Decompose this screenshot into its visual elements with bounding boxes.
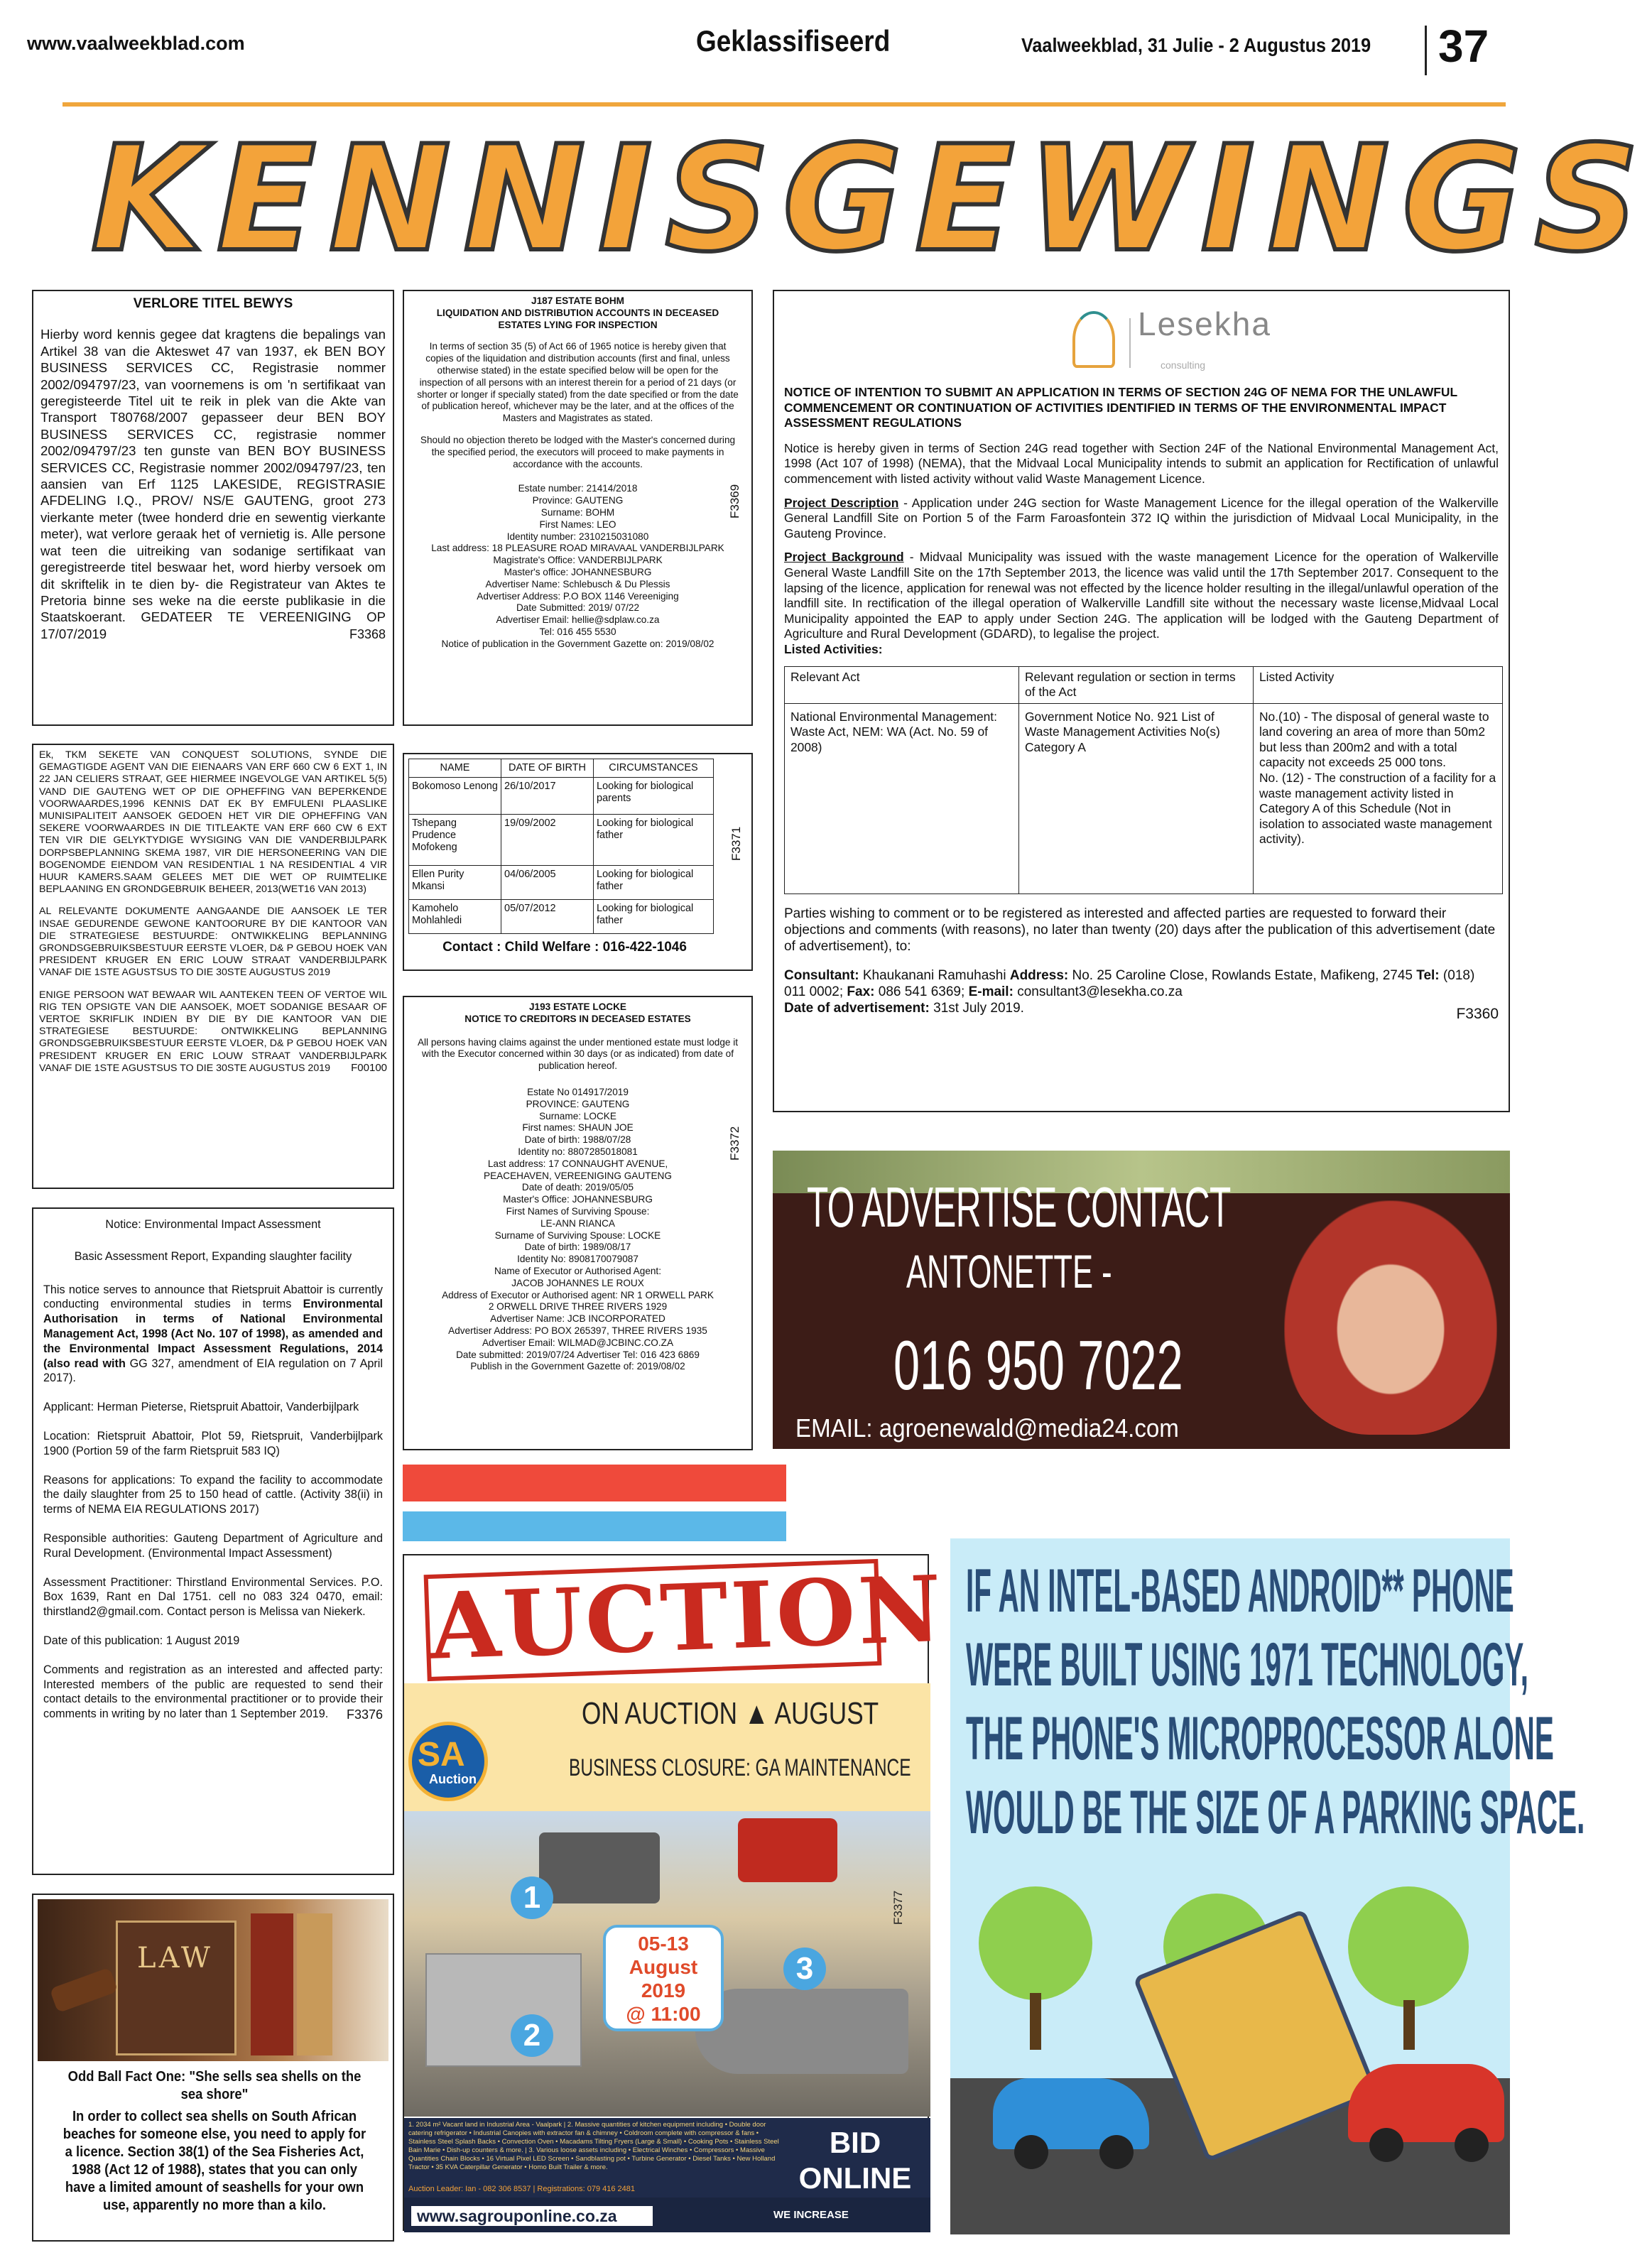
estate-detail-line: PEACEHAVEN, VEREENIGING GAUTENG <box>484 1170 672 1181</box>
consultant-contact: Consultant: Khaukanani Ramuhashi Address: No. 25 Caroline Close, Rowlands Estate, Mafikeng, 2745 Tel: (018) 011 0002; Fax: 086 541 6369; E-mail: consultant3@lesekha.co.za <box>784 967 1475 999</box>
estate-title: LIQUIDATION AND DISTRIBUTION ACCOUNTS IN DECEASED ESTATES LYING FOR INSPECTION <box>436 307 719 330</box>
estate-detail-line: Master's office: JOHANNESBURG <box>504 566 652 577</box>
intel-fact-ad <box>950 1538 1585 2234</box>
estate-detail-line: Surname: LOCKE <box>539 1110 616 1121</box>
estate-detail-line: Last address: 18 PLEASURE ROAD MIRAVAAL VANDERBIJLPARK <box>431 543 724 554</box>
eia-practitioner: Assessment Practitioner: Thirstland Environmental Services. P.O. Box 1639, Rant en Dal 1751. cell no 083 324 0470, email: thirstland2@gmail.com. Contact person is Melissa van Niekerk. <box>43 1575 383 1619</box>
advertise-contact-ad <box>773 1151 1510 1449</box>
estate-details <box>417 483 739 650</box>
estate-detail-line: Tel: 016 455 5530 <box>539 626 616 637</box>
auction-photos <box>404 1811 930 2117</box>
lesekha-logo <box>1009 304 1271 382</box>
table-header: Relevant Act <box>785 666 1019 703</box>
issue-date: Vaalweekblad, 31 Julie - 2 Augustus 2019 <box>1021 34 1371 56</box>
activities-table <box>784 666 1503 894</box>
odd-ball-fact <box>32 1894 394 2242</box>
project-background: Project Background - Midvaal Municipality was issued with the waste management Licence for the operation of Walkerville General Waste Landfill Site on the 17th September 2013, the licence was valid until the 17th September 2017. Consequent to the lapsing of the licence, application for renewal was not effected by the licence holder resulting in the illegal/unlawful operation of the landfill site. In rectification of the illegal operation of Walkerville Landfill site without the necessary waste license,Midvaal Local Municipality appointed the EAP to apply under Section 24G. The application will be lodged with the Gauteng Department of Agriculture and Rural Development (GDARD), to legalise the project. <box>784 550 1499 641</box>
estate-detail-line: Advertiser Name: Schlebusch & Du Plessis <box>485 578 670 590</box>
estate-detail-line: First Names of Surviving Spouse: <box>506 1205 650 1217</box>
auction-on: ON AUCTION ▲ AUGUST <box>582 1696 879 1731</box>
estate-detail-line: Date of death: 2019/05/05 <box>521 1182 634 1193</box>
advertise-line-1: TO ADVERTISE CONTACT <box>807 1175 1231 1239</box>
notice-code: F3369 <box>728 484 741 518</box>
intel-line-2: WERE BUILT USING 1971 TECHNOLOGY, <box>966 1631 1529 1699</box>
eia-paragraph-1: This notice serves to announce that Rietspruit Abattoir is currently conducting environmental studies in terms Environmental Authorisation in terms of National Environmental Management Act, 1998 (Act No. 107 of 1998), as amended and the Environmental Impact Assessment Regulations, 2014 (also read with GG 327, amendment of EIA regulation on 7 April 2017). <box>43 1283 383 1385</box>
estate-detail-line: Surname: BOHM <box>540 506 615 518</box>
estate-detail-line: LE-ANN RIANCA <box>540 1217 615 1229</box>
estate-detail-line: PROVINCE: GAUTENG <box>526 1098 630 1109</box>
estate-detail-line: Date of birth: 1988/07/28 <box>524 1134 631 1146</box>
table-header: NAME <box>409 759 501 778</box>
estate-detail-line: Master's Office: JOHANNESBURG <box>503 1194 653 1205</box>
rezoning-notice <box>32 744 394 1189</box>
child-welfare-contact: Contact : Child Welfare : 016-422-1046 <box>442 940 687 955</box>
estate-detail-line: Address of Executor or Authorised agent: NR 1 ORWELL PARK <box>442 1289 714 1300</box>
table-row: Kamohelo Mohlahledi 05/07/2012 Looking for biological father <box>409 900 714 934</box>
estate-detail-line: Identity number: 2310215031080 <box>506 531 649 542</box>
header-divider <box>1425 26 1427 75</box>
eia-title: Notice: Environmental Impact Assessment <box>105 1218 321 1231</box>
rezoning-paragraph-1: Ek, TKM SEKETE VAN CONQUEST SOLUTIONS, SYNDE DIE GEMAGTIGDE AGENT VAN DIE EIENAARS VAN ERF 660 CW 6 EXT 1, IN 22 JAN CELIERS STRAAT, GEE HIERMEE INGEVOLGE VAN ARTIKEL 5(5) VAND DIE GAUTENG WET OP DIE OPHEFFING VAN BEPERKENDE VOORWAARDES,1996 KENNIS DAT EK BY EMFULENI PLAASLIKE MUNISIPALITEIT AANSOEK GEDOEN HET VIR DIE OPHEFFING VAN SEKERE VOORWAARDES IN DIE TITLEAKTE VAN ERF 660 CW 6 EXT TEN VIR DIE GELYKTYDIGE WYSIGING VAN DIE VANDERBIJLPARK DORPSBEPLANNING SKEMA 1987, VIR DIE HERSONEERING VAN DIE BOGENOMDE EIENDOM VAN RESIDENTIAL 1 NA RESIDENTIAL 4 VIR HUUR KAMERS.SAAM GELEES MET DIE WET OP RUIMTELIKE BEPLAANING EN GRONDGEBRUIK BEHEER, 2013(WET16 VAN 2013) <box>39 749 387 896</box>
auction-footer: www.sagrouponline.co.za WE INCREASE <box>404 2198 930 2232</box>
website-url[interactable]: www.vaalweekblad.com <box>27 33 245 54</box>
page-banner: KENNISGEWINGS <box>91 115 1652 284</box>
estate-detail-line: Magistrate's Office: VANDERBIJLPARK <box>493 555 663 566</box>
notice-code: F3368 <box>349 627 386 642</box>
section-title: Geklassifiseerd <box>696 24 891 58</box>
estate-detail-line: Date of birth: 1989/08/17 <box>524 1242 631 1253</box>
intel-line-4: WOULD BE THE SIZE OF A PARKING SPACE. <box>966 1778 1585 1847</box>
blue-stripe <box>403 1511 786 1541</box>
page-number: 37 <box>1438 21 1489 72</box>
law-label: LAW <box>137 1942 213 1975</box>
header-rule <box>63 102 1506 107</box>
table-header: Relevant regulation or section in terms of the Act <box>1019 666 1254 703</box>
date-badge: 05-13 August 2019 @ 11:00 <box>603 1925 724 2031</box>
estate-detail-line: First names: SHAUN JOE <box>522 1122 634 1134</box>
advertise-phone[interactable]: 016 950 7022 <box>893 1326 1183 1404</box>
lost-title-deed-notice <box>32 290 394 726</box>
estate-bohm-notice <box>403 290 753 726</box>
notice-code: F3371 <box>729 826 743 861</box>
rezoning-paragraph-2: AL RELEVANTE DOKUMENTE AANGAANDE DIE AANSOEK LE TER INSAE GEDURENDE GEWONE KANTOORURE BY DIE KANTOOR VAN DIE STRATEGIESE BESTUURDE: ONTWIKKELING BEPLANNING GRONDSGEBRUIKSBESTUUR EERSTE VLOER, D& P GEBOU HOEK VAN PRESIDENT KRUGER EN ERIC LOUW STRAAT VANDERBIJLPARK VANAF DIE 1STE AGUSTSUS TO DIE 30STE AUGUSTUS 2019 <box>39 906 387 979</box>
intel-line-3: THE PHONE'S MICROPROCESSOR ALONE <box>966 1705 1554 1773</box>
plant-icon <box>1072 311 1115 368</box>
contact-portrait <box>1284 1200 1497 1435</box>
gavel-icon <box>50 1967 119 2014</box>
estate-paragraph-1: In terms of section 35 (5) of Act 66 of 1965 notice is hereby given that copies of the liquidation and distribution accounts (first and final, unless otherwise stated) in the estate specified below will be open for the inspection of all persons with an interest therein for a period of 21 days (or shorter or longer if specially stated) from the date specified or from the date of publication hereof, whichever may be the later, and at the offices of the Masters and Magistrates as stated. <box>417 341 739 424</box>
estate-locke-notice <box>403 996 753 1450</box>
lot-1-badge: 1 <box>511 1876 553 1919</box>
eia-date: Date of this publication: 1 August 2019 <box>43 1634 240 1647</box>
advertise-email[interactable]: EMAIL: agroenewald@media24.com <box>795 1413 1179 1443</box>
estate-detail-line: Last address: 17 CONNAUGHT AVENUE, <box>487 1158 668 1169</box>
estate-detail-line: First Names: LEO <box>539 518 616 530</box>
lot-3-badge: 3 <box>783 1948 826 1990</box>
estate-detail-line: Notice of publication in the Government Gazette on: 2019/08/02 <box>441 638 714 649</box>
child-welfare-notice <box>403 753 753 971</box>
estate-head: J193 ESTATE LOCKE <box>529 1001 626 1012</box>
eia-notice <box>32 1207 394 1875</box>
logo-text: Lesekha <box>1138 305 1271 342</box>
lot-2-badge: 2 <box>511 2014 553 2057</box>
estate-paragraph-2: Should no objection thereto be lodged with the Master's concerned during the specified period, the executors will proceed to make payments in accordance with the accounts. <box>420 434 736 469</box>
estate-detail-line: Advertiser Email: hellie@sdplaw.co.za <box>496 614 660 626</box>
notice-code: F3360 <box>1456 1005 1499 1022</box>
eia-comments: Comments and registration as an interested and affected party: Interested members of the public are requested to send their contact details to the environmental practitioner or to provide their comments in writing by no later than 1 September 2019. <box>43 1663 383 1721</box>
estate-details <box>417 1087 739 1373</box>
auction-title: AUCTION <box>424 1559 882 1681</box>
estate-paragraph-1: All persons having claims against the under mentioned estate must lodge it with the Executor concerned within 30 days (or as indicated) from date of publication hereof. <box>417 1036 739 1072</box>
auction-ad <box>403 1554 946 2231</box>
table-header: Listed Activity <box>1254 666 1503 703</box>
project-description: Project Description - Application under 24G section for Waste Management Licence for the illegal operation of the Walkerville General Landfill Site on Portion 5 of the Farm Faroasfontein 372 IQ within the jurisdiction of Midvaal Local Municipality, in the Gauteng Province. <box>784 495 1499 541</box>
fact-body: In order to collect sea shells on South African beaches for someone else, you need to apply for a licence. Section 38(1) of the Sea Fisheries Act, 1988 (Act 12 of 1988), states that you can only have a limited amount of seashells for your own use, apparently no more than a kilo. <box>63 2109 366 2213</box>
child-welfare-table <box>408 759 714 934</box>
advertisement-date: Date of advertisement: 31st July 2019. <box>784 1000 1024 1016</box>
nema-paragraph-1: Notice is hereby given in terms of Section 24G read together with Section 24F of the National Environmental Management Act, 1998 (Act 107 of 1998) (NEMA), that the Midvaal Local Municipality intends to submit an application for Rectification of unlawful commencement with listed activity without valid Waste Management Licence. <box>784 440 1499 486</box>
law-books-image <box>38 1899 388 2061</box>
estate-detail-line: 2 ORWELL DRIVE THREE RIVERS 1929 <box>488 1301 668 1313</box>
table-header: CIRCUMSTANCES <box>594 759 714 778</box>
eia-reasons: Reasons for applications: To expand the facility to accommodate the daily slaughter from 25 to 150 head of cattle. (Activity 38(ii) in terms of NEMA EIA REGULATIONS 2017) <box>43 1473 383 1516</box>
rezoning-paragraph-3: ENIGE PERSOON WAT BEWAAR WIL AANTEKEN TEEN OF VERTOE WIL RIG TEN OPSIGTE VAN DIE AANSOEK, MOET SODANIGE BESAAR OF VERTOE SKRIFLIK INDIEN BY DIE BY DIE KANTOOR VAN DIE STRATEGIESE BESTUURDE: ONTWIKKELING BEPLANNING GRONDSGEBRUIKSBESTUUR EERSTE VLOER, D& P GEBOU HOEK VAN PRESIDENT KRUGER EN ERIC LOUW STRAAT VANDERBIJLPARK VANAF DIE 1STE AGUSTSUS TO DIE 30STE AUGUSTUS 2019 <box>39 989 387 1074</box>
table-row: Bokomoso Lenong 26/10/2017 Looking for biological parents <box>409 778 714 815</box>
notice-title: VERLORE TITEL BEWYS <box>133 296 293 311</box>
auction-details: 1. 2034 m² Vacant land in Industrial Area - Vaalpark | 2. Massive quantities of kitchen equipment including • Double door catering refrigerator • Industrial Canopies with extractor fan & chimney • Coldroom complete with compressor & fans • Stainless Steel Splash Backs • Convection Oven • Macadams Tilting Fryers (Large & Small) • Cooking Pots • Stainless Steel Bain Marie • Dish-up counters & more. | 3. Various loose assets including • Electrical Winches • Compressors • Massive Quantities Chain Blocks • 16 Virtual Pixel LED Screen • Sandblasting pot • Turbine Generator • Diesel Tanks • New Holland Tractor • 35 KVA Caterpillar Generator • Homo Built Trailer & more. Auction Leader: Ian - 082 306 8537 | Registrations: 079 416 2481 BID ONLINE <box>404 2118 930 2198</box>
table-row: National Environmental Management: Waste Act, NEM: WA (Act. No. 59 of 2008) Government Notice No. 921 List of Waste Management Activities No(s) Category A No.(10) - The disposal of general waste to land covering an area of more than 50m2 but less than 200m2 and with a total capacity not exceeds 25 000 tons. No. (12) - The construction of a facility for a waste management activity listed in Category A of this Schedule (Not in isolation to associated waste management activity). <box>785 703 1503 893</box>
tree-icon <box>979 1886 1092 2000</box>
logo-subtext: consulting <box>1161 359 1206 371</box>
estate-detail-line: JACOB JOHANNES LE ROUX <box>511 1277 644 1288</box>
estate-detail-line: Advertiser Address: PO BOX 265397, THREE RIVERS 1935 <box>448 1325 707 1336</box>
estate-detail-line: Identity no: 8807285018081 <box>518 1146 638 1157</box>
parties-paragraph: Parties wishing to comment or to be registered as interested and affected parties are requested to forward their objections and comments (with reasons), no later than twenty (20) days after the publication of this advertisement (date of advertisement), to: <box>784 906 1496 954</box>
notice-code: F3372 <box>728 1126 741 1161</box>
nema-notice <box>773 290 1510 1112</box>
estate-detail-line: Advertiser Name: JCB INCORPORATED <box>490 1313 665 1325</box>
estate-detail-line: Estate No 014917/2019 <box>527 1086 629 1097</box>
eia-authorities: Responsible authorities: Gauteng Department of Agriculture and Rural Development. (Environmental Impact Assessment) <box>43 1531 383 1560</box>
orange-stripe <box>403 1465 786 1501</box>
auction-website[interactable]: www.sagrouponline.co.za <box>411 2206 653 2226</box>
estate-title: NOTICE TO CREDITORS IN DECEASED ESTATES <box>464 1013 691 1024</box>
estate-detail-line: Identity No: 8908170079087 <box>517 1254 638 1265</box>
table-header: DATE OF BIRTH <box>501 759 594 778</box>
fact-title: Odd Ball Fact One: "She sells sea shells on the sea shore" <box>67 2069 362 2102</box>
notice-body: Hierby word kennis gegee dat kragtens die bepalings van Artikel 38 van die Akteswet 47 van 1937, ek BEN BOY BUSINESS SERVICES CC, Registrasie nommer 2002/094797/23, van voornemens is om 'n sertifikaat van geregisteerde Titel uit te reik in plek van die Akte van Transport T80768/2007 gepasseer deur BEN BOY BUSINESS SERVICES CC, registrasie nommer 2002/094797/23 ten gunste van BEN BOY BUSINESS SERVICES CC, Registrasie nommer 2002/094797/23, ten aansien van Erf 1125 LAKESIDE, REGISTRASIE AFDELING I.Q., PROV/ NS/E GAUTENG, groot 273 vierkante meter (twee honderd drie en sewentig vierkante meter), wat verlore geraak het of vernietig is. Alle persone wat teen die uitreiking van sodanige sertifikaat van geregistreerde titel beswaar het, word hierby versoek om dit skriftelik in te dien by- die Registrateur van Aktes te Pretoria binne ses weke na die eerste publikasie in die Staatskoerant. GEDATEER TE VEREENIGING OP 17/07/2019 <box>40 327 386 641</box>
notice-code: F3376 <box>346 1707 383 1722</box>
tree-icon <box>1348 1886 1469 2007</box>
notice-code: F3377 <box>891 1890 905 1925</box>
estate-detail-line: Date submitted: 2019/07/24 Advertiser Tel: 016 423 6869 <box>456 1349 700 1360</box>
advertise-line-2: ANTONETTE - <box>906 1245 1112 1298</box>
estate-detail-line: Publish in the Government Gazette of: 2019/08/02 <box>470 1361 685 1372</box>
estate-detail-line: Advertiser Email: WILMAD@JCBINC.CO.ZA <box>482 1337 674 1348</box>
table-row: Ellen Purity Mkansi 04/06/2005 Looking for biological father <box>409 866 714 900</box>
eia-subtitle: Basic Assessment Report, Expanding slaughter facility <box>74 1249 352 1263</box>
estate-detail-line: Date Submitted: 2019/ 07/22 <box>516 602 640 614</box>
nema-title: NOTICE OF INTENTION TO SUBMIT AN APPLICATION IN TERMS OF SECTION 24G OF NEMA FOR THE UNLAWFUL COMMENCEMENT OR CONTINUATION OF ACTIVITIES IDENTIFIED IN TERMS OF THE ENVIRONMENTAL IMPACT ASSESSMENT REGULATIONS <box>784 385 1457 430</box>
sa-auction-logo: SA Auction <box>408 1722 488 1801</box>
eia-applicant: Applicant: Herman Pieterse, Rietspruit Abattoir, Vanderbijlpark <box>43 1401 359 1414</box>
eia-location: Location: Rietspruit Abattoir, Plot 59, Rietspruit, Vanderbijlpark 1900 (Portion 59 of the farm Rietspruit 583 IQ) <box>43 1429 383 1457</box>
estate-detail-line: Surname of Surviving Spouse: LOCKE <box>494 1229 661 1241</box>
intel-line-1: IF AN INTEL-BASED ANDROID** PHONE <box>966 1557 1514 1625</box>
business-closure: BUSINESS CLOSURE: GA MAINTENANCE <box>569 1754 911 1781</box>
estate-detail-line: Estate number: 21414/2018 <box>518 483 638 494</box>
estate-detail-line: Name of Executor or Authorised Agent: <box>494 1265 661 1276</box>
notice-code: F00100 <box>351 1062 387 1075</box>
table-row: Tshepang Prudence Mofokeng 19/09/2002 Looking for biological father <box>409 815 714 866</box>
estate-head: J187 ESTATE BOHM <box>531 295 624 306</box>
estate-detail-line: Province: GAUTENG <box>532 495 624 506</box>
listed-activities: Listed Activities: <box>784 641 883 656</box>
bid-online-button[interactable]: BID ONLINE <box>798 2126 912 2195</box>
estate-detail-line: Advertiser Address: P.O BOX 1146 Vereeniging <box>477 590 679 602</box>
